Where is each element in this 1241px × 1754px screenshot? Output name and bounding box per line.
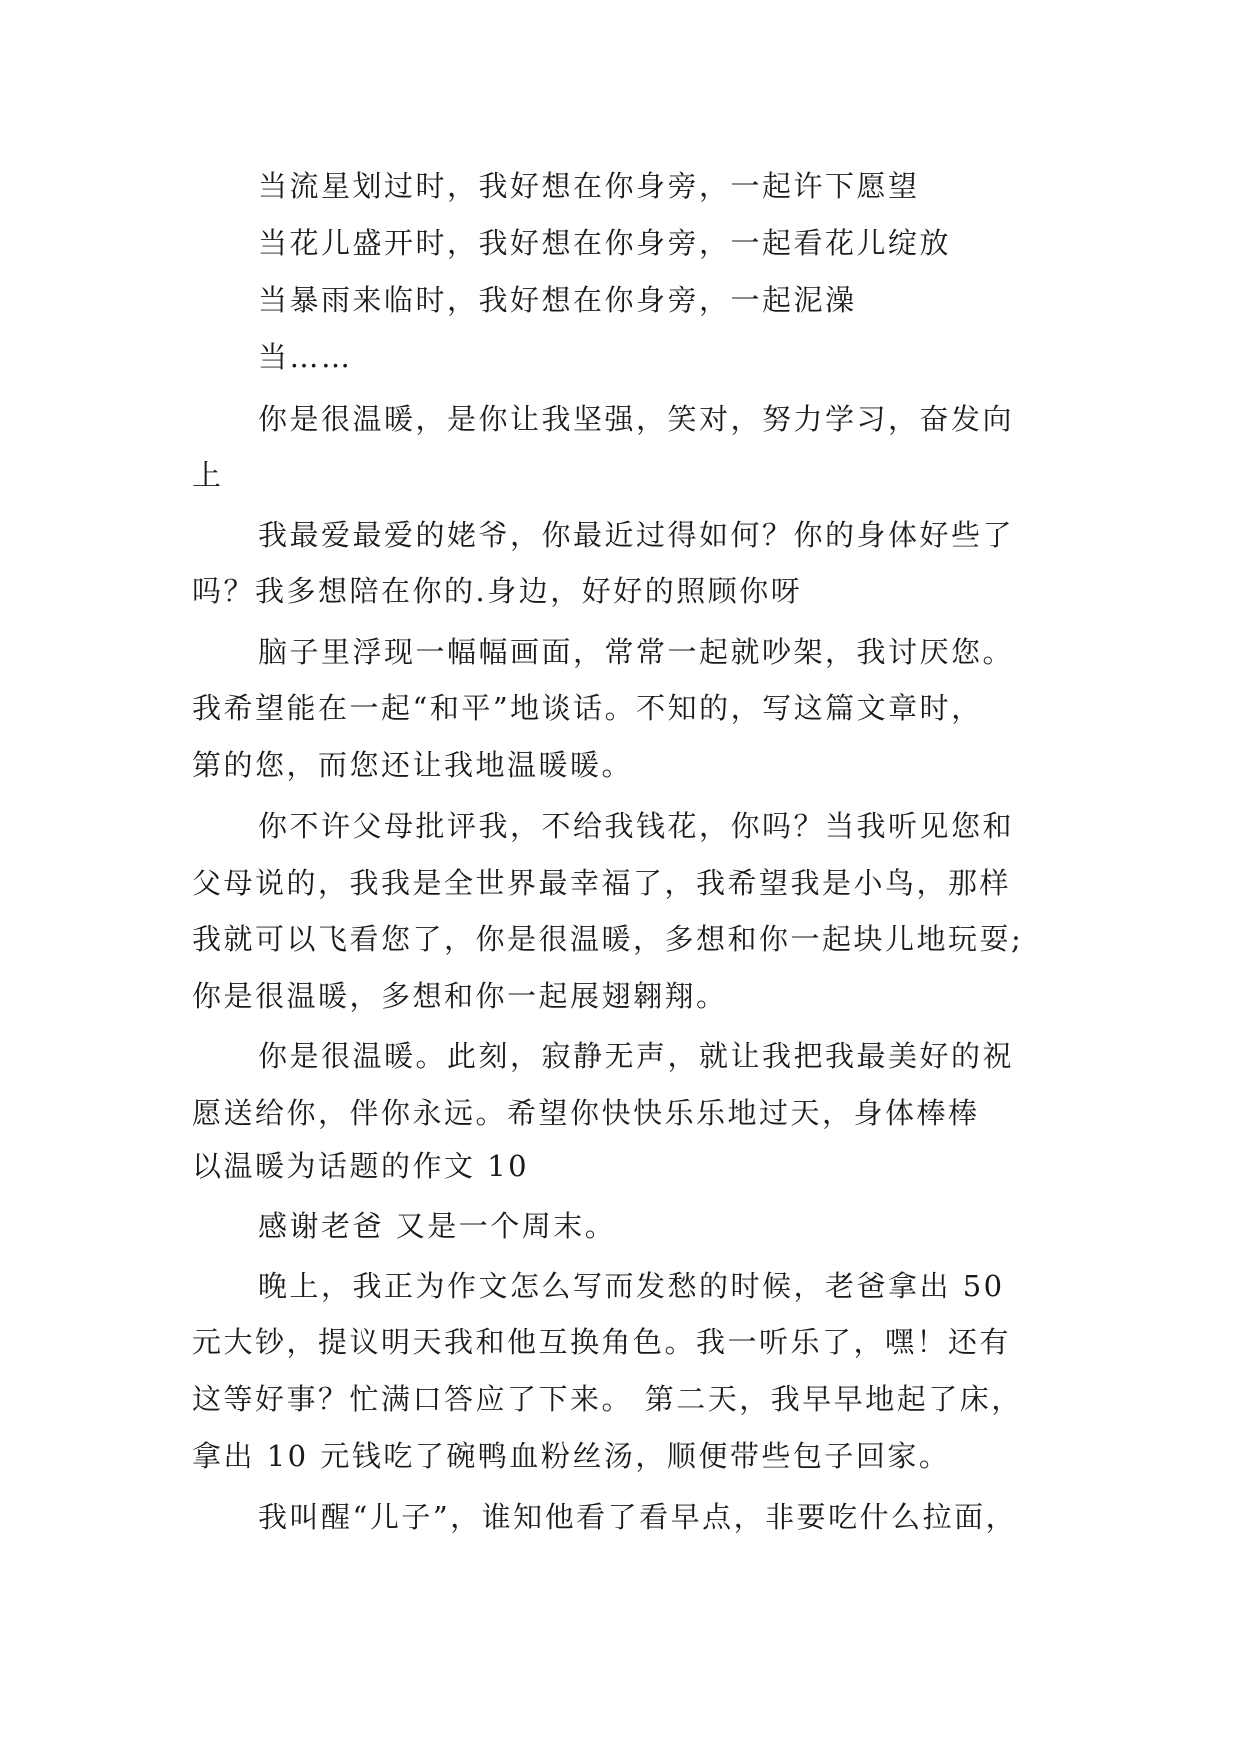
text-line: 吗？我多想陪在你的.身边，好好的照顾你呀: [192, 574, 803, 608]
text-line: 当花儿盛开时，我好想在你身旁，一起看花儿绽放: [258, 226, 952, 260]
text-line: 你是很温暖。此刻，寂静无声，就让我把我最美好的祝: [258, 1039, 1015, 1073]
text-line: 拿出 10 元钱吃了碗鸭血粉丝汤，顺便带些包子回家。: [192, 1439, 951, 1473]
text-line: 上: [192, 458, 224, 492]
text-line: 我最爱最爱的姥爷，你最近过得如何？你的身体好些了: [258, 518, 1015, 552]
text-line: 我希望能在一起“和平”地谈话。不知的，写这篇文章时，: [192, 691, 983, 725]
text-line: 当……: [258, 340, 353, 374]
text-line: 当暴雨来临时，我好想在你身旁，一起泥澡: [258, 283, 857, 317]
text-line: 这等好事？忙满口答应了下来。 第二天，我早早地起了床，: [192, 1382, 1023, 1416]
text-line: 晚上，我正为作文怎么写而发愁的时候，老爸拿出 50: [258, 1269, 1005, 1303]
text-line: 你是很温暖，是你让我坚强，笑对，努力学习，奋发向: [258, 402, 1015, 436]
text-line: 我叫醒“儿子”，谁知他看了看早点，非要吃什么拉面，: [258, 1500, 1018, 1534]
text-line: 元大钞，提议明天我和他互换角色。我一听乐了，嘿！还有: [192, 1325, 1012, 1359]
text-line: 当流星划过时，我好想在你身旁，一起许下愿望: [258, 169, 920, 203]
section-heading: 以温暖为话题的作文 10: [192, 1149, 530, 1183]
text-line: 你不许父母批评我，不给我钱花，你吗？当我听见您和: [258, 809, 1015, 843]
text-line: 父母说的，我我是全世界最幸福了，我希望我是小鸟，那样: [192, 866, 1012, 900]
text-line: 感谢老爸 又是一个周末。: [258, 1209, 617, 1243]
text-line: 我就可以飞看您了，你是很温暖，多想和你一起块儿地玩耍;: [192, 922, 1024, 956]
text-line: 第的您，而您还让我地温暖暖。: [192, 748, 634, 782]
text-line: 你是很温暖，多想和你一起展翅翱翔。: [192, 979, 728, 1013]
text-line: 脑子里浮现一幅幅画面，常常一起就吵架，我讨厌您。: [258, 635, 1015, 669]
text-line: 愿送给你，伴你永远。希望你快快乐乐地过天，身体棒棒: [192, 1096, 980, 1130]
